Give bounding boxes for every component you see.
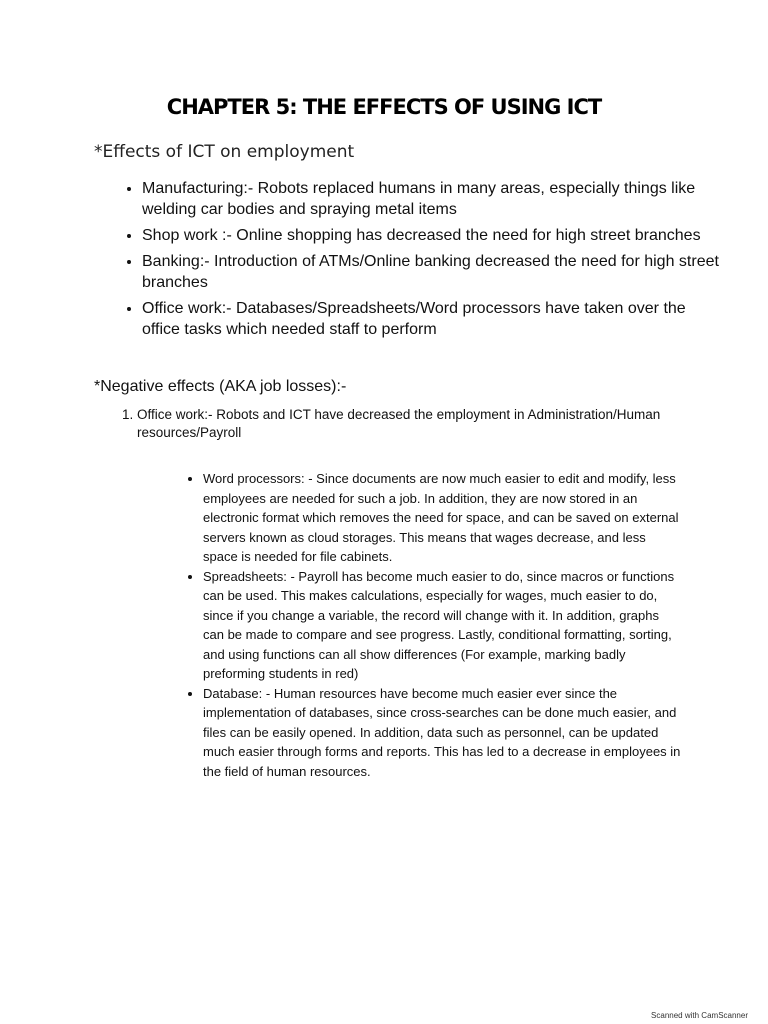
list-item: • Word processors: - Since documents are now much easier to edit and modify, less employees are needed for such a job. In addition, they are now stored in an electronic format which removes the need for space, and can be saved on external servers known as cloud storages. This means that wages decrease, and less space is needed for file cabinets. — [203, 469, 683, 567]
list-item: • Banking:- Introduction of ATMs/Online banking decreased the need for high street branches — [142, 251, 722, 293]
negative-effects-heading: *Negative effects (AKA job losses):- — [94, 378, 347, 395]
chapter-title: CHAPTER 5: THE EFFECTS OF USING ICT — [166, 95, 602, 119]
list-item: 1. Office work:- Robots and ICT have decreased the employment in Administration/Human resources/Payroll — [137, 406, 697, 442]
employment-subheading: *Effects of ICT on employment — [94, 142, 355, 162]
negative-effects-list — [112, 406, 697, 442]
office-work-details-list — [178, 469, 683, 781]
list-item: • Manufacturing:- Robots replaced humans in many areas, especially things like welding car bodies and spraying metal items — [142, 178, 722, 220]
scanner-watermark: Scanned with CamScanner — [651, 1011, 748, 1020]
list-item: • Office work:- Databases/Spreadsheets/Word processors have taken over the office tasks which needed staff to perform — [142, 298, 722, 340]
employment-effects-list — [112, 178, 722, 345]
list-item: • Database: - Human resources have become much easier ever since the implementation of databases, since cross-searches can be done much easier, and files can be easily opened. In addition, data such as personnel, can be updated much easier through forms and reports. This has led to a decrease in employees in the field of human resources. — [203, 684, 683, 782]
list-item: • Spreadsheets: - Payroll has become much easier to do, since macros or functions can be used. This makes calculations, especially for wages, much easier to do, since if you change a variable, the record will change with it. In addition, graphs can be made to compare and see progress. Lastly, conditional formatting, sorting, and using functions can all show differences (For example, marking badly preforming students in red) — [203, 567, 683, 684]
list-item: • Shop work :- Online shopping has decreased the need for high street branches — [142, 225, 722, 246]
